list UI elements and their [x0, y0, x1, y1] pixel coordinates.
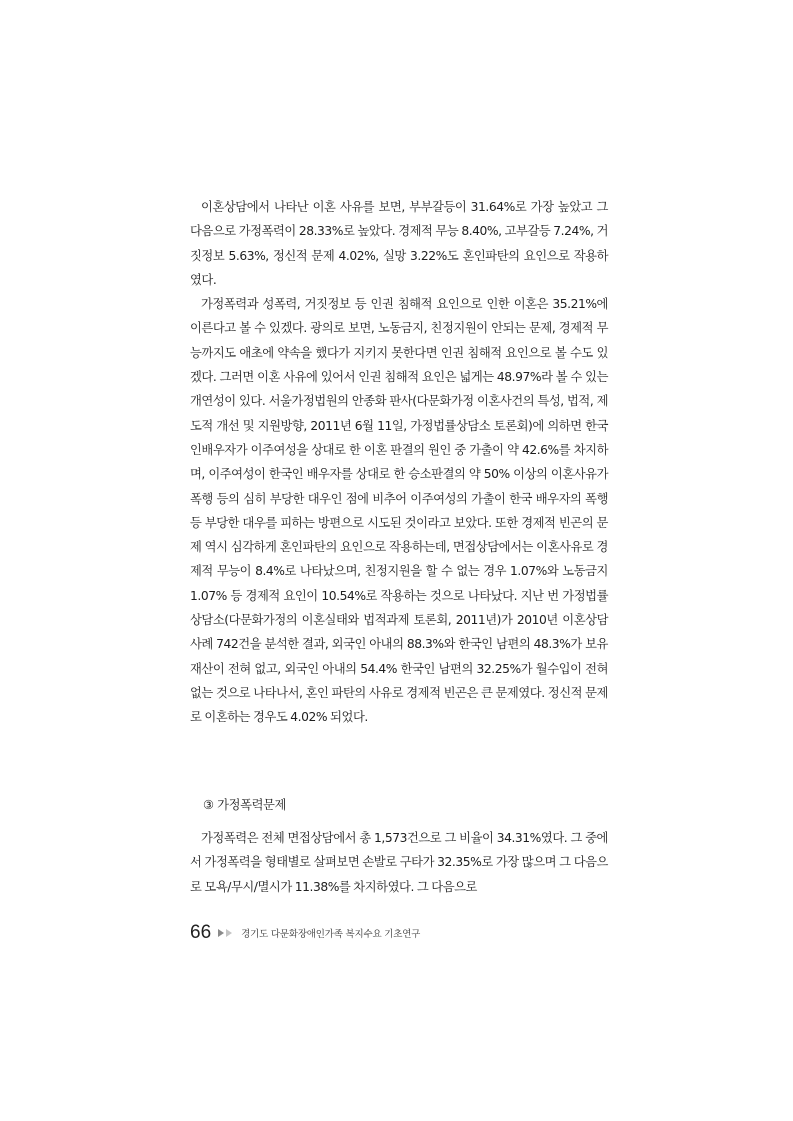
arrow-right-icon — [218, 929, 224, 937]
paragraph-divorce-reasons: 이혼상담에서 나타난 이혼 사유를 보면, 부부갈등이 31.64%로 가장 높았고 그 다음으로 가정폭력이 28.33%로 높았다. 경제적 무능 8.40%, 고부갈등 7.24%, 거짓정보 5.63%, 정신적 문제 4.02%, 실망 3.22%도 혼인파탄의 요인으로 작용하였다. — [190, 200, 608, 287]
arrow-right-icon — [226, 929, 232, 937]
domestic-violence-text-block — [190, 826, 608, 899]
section-heading-domestic-violence: ③ 가정폭력문제 — [203, 798, 287, 812]
page-number: 66 — [190, 922, 212, 943]
running-title: 경기도 다문화장애인가족 복지수요 기초연구 — [241, 929, 421, 940]
paragraph-domestic-violence: 가정폭력은 전체 면접상담에서 총 1,573건으로 그 비율이 34.31%였다. 그 중에서 가정폭력을 형태별로 살펴보면 손발로 구타가 32.35%로 가장 많으며 그 다음으로 모욕/무시/멸시가 11.38%를 차지하였다. 그 다음으로 — [190, 831, 608, 894]
paragraph-rights-violation: 가정폭력과 성폭력, 거짓정보 등 인권 침해적 요인으로 인한 이혼은 35.21%에 이른다고 볼 수 있겠다. 광의로 보면, 노동금지, 친정지원이 안되는 문제, 경제적 무능까지도 애초에 약속을 했다가 지키지 못한다면 인권 침해적 요인으로 볼 수도 있겠다. 그러면 이혼 사유에 있어서 인권 침해적 요인은 넓게는 48.97%라 볼 수 있는 개연성이 있다. 서울가정법원의 안종화 판사(다문화가정 이혼사건의 특성, 법적, 제도적 개선 및 지원방향, 2011년 6월 11일, 가정법률상담소 토론회)에 의하면 한국인배우자가 이주여성을 상대로 한 이혼 판결의 원인 중 가출이 약 42.6%를 차지하며, 이주여성이 한국인 배우자를 상대로 한 승소판결의 약 50% 이상의 이혼사유가 폭행 등의 심히 부당한 대우인 점에 비추어 이주여성의 가출이 한국 배우자의 폭행 등 부당한 대우를 피하는 방편으로 시도된 것이라고 보았다. 또한 경제적 빈곤의 문제 역시 심각하게 혼인파탄의 요인으로 작용하는데, 면접상담에서는 이혼사유로 경제적 무능이 8.4%로 나타났으며, 친정지원을 할 수 없는 경우 1.07%와 노동금지 1.07% 등 경제적 요인이 10.54%로 작용하는 것으로 나타났다. 지난 번 가정법률상담소(다문화가정의 이혼실태와 법적과제 토론회, 2011년)가 2010년 이혼상담사례 742건을 분석한 결과, 외국인 아내의 88.3%와 한국인 남편의 48.3%가 보유 재산이 전혀 없고, 외국인 아내의 54.4% 한국인 남편의 32.25%가 월수입이 전혀 없는 것으로 나타나서, 혼인 파탄의 사유로 경제적 빈곤은 큰 문제였다. 정신적 문제로 이혼하는 경우도 4.02% 되었다. — [190, 297, 608, 725]
page-footer — [190, 921, 420, 945]
main-text-block — [190, 195, 608, 730]
